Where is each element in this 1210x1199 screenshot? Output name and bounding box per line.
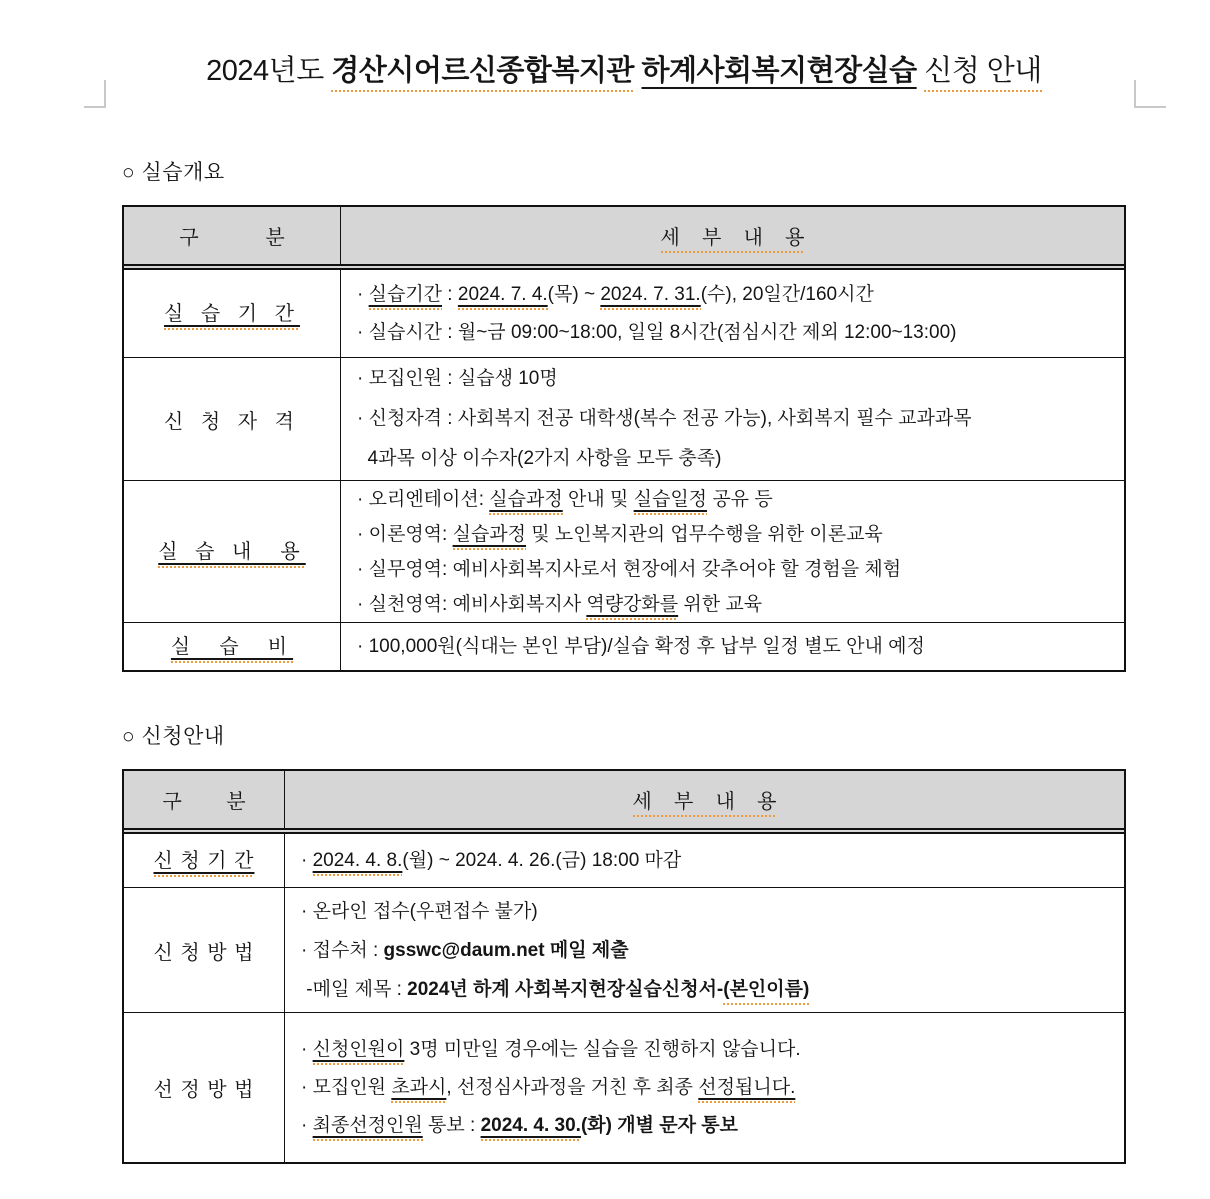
row-content-cell: · 모집인원 : 실습생 10명 · 신청자격 : 사회복지 전공 대학생(복수 전공 가능), 사회복지 필수 교과과목 4과목 이상 이수자(2가지 사항을 모두 충족) (357, 368, 972, 469)
header-details-text: 세 부 내 용 (633, 785, 777, 814)
row-content-cell: · 2024. 4. 8.(월) ~ 2024. 4. 26.(금) 18:00 마감 (285, 834, 1124, 887)
table-row-eligibility (124, 357, 1124, 480)
section-heading-overview: ○ 실습개요 (122, 161, 225, 184)
application-table (122, 769, 1126, 1164)
header-cell-category: 구 분 (124, 771, 285, 828)
row-label-cell: 실 습 내 용 (124, 481, 341, 622)
row-label-cell: 선 정 방 법 (124, 1013, 285, 1162)
row-content-cell: · 오리엔테이션: 실습과정 안내 및 실습일정 공유 등 · 이론영역: 실습과정 및 노인복지관의 업무수행을 위한 이론교육 · 실무영역: 예비사회복지사로서 현장에서 갖추어야 할 경험을 체험 · 실천영역: 예비사회복지사 역량강화를 위한 교육 (341, 481, 1124, 622)
row-content-cell: · 실습기간 : 2024. 7. 4.(목) ~ 2024. 7. 31.(수), 20일간/160시간 · 실습시간 : 월~금 09:00~18:00, 일일 8시간(점심시간 제외 12:00~13:00) (357, 283, 957, 343)
overview-table-header-row (124, 207, 1124, 270)
document-content (122, 50, 1126, 1164)
row-content-cell: · 온라인 접수(우편접수 불가) · 접수처 : gsswc@daum.net 메일 제출 -메일 제목 : 2024년 하계 사회복지현장실습신청서-(본인이름) (285, 888, 1124, 1012)
table-row-selection-method (124, 1012, 1124, 1162)
overview-table (122, 205, 1126, 672)
row-content-cell: · 신청인원이 3명 미만일 경우에는 실습을 진행하지 않습니다. · 모집인원 초과시, 선정심사과정을 거친 후 최종 선정됩니다. · 최종선정인원 통보 : 2024. 4. 30.(화) 개별 문자 통보 (285, 1013, 1124, 1162)
document-page (0, 50, 1210, 1199)
table-row-practice-fee (124, 622, 1124, 670)
table-row-practice-period (124, 270, 1124, 357)
header-cell-details (341, 207, 1124, 264)
row-label-cell: 신 청 방 법 (124, 888, 285, 1012)
text-boundary-mark-top-left (84, 80, 106, 108)
table-row-practice-contents (124, 480, 1124, 622)
header-cell-category: 구 분 (124, 207, 341, 264)
header-cell-details (285, 771, 1124, 828)
section-heading-application: ○ 신청안내 (122, 725, 225, 748)
table-row-application-method (124, 887, 1124, 1012)
application-table-header-row (124, 771, 1124, 834)
row-label-cell: 신 청 자 격 (124, 358, 341, 480)
text-boundary-mark-top-right (1134, 80, 1166, 108)
header-details-text: 세 부 내 용 (661, 221, 805, 250)
table-row-application-period (124, 834, 1124, 887)
document-title: 2024년도 경산시어르신종합복지관 하계사회복지현장실습 신청 안내 (122, 50, 1126, 92)
row-content-cell: · 100,000원(식대는 본인 부담)/실습 확정 후 납부 일정 별도 안내 예정 (357, 635, 925, 657)
row-label-cell: 신 청 기 간 (124, 834, 285, 887)
row-label-cell: 실 습 기 간 (124, 270, 341, 357)
row-label-cell: 실 습 비 (124, 623, 341, 670)
